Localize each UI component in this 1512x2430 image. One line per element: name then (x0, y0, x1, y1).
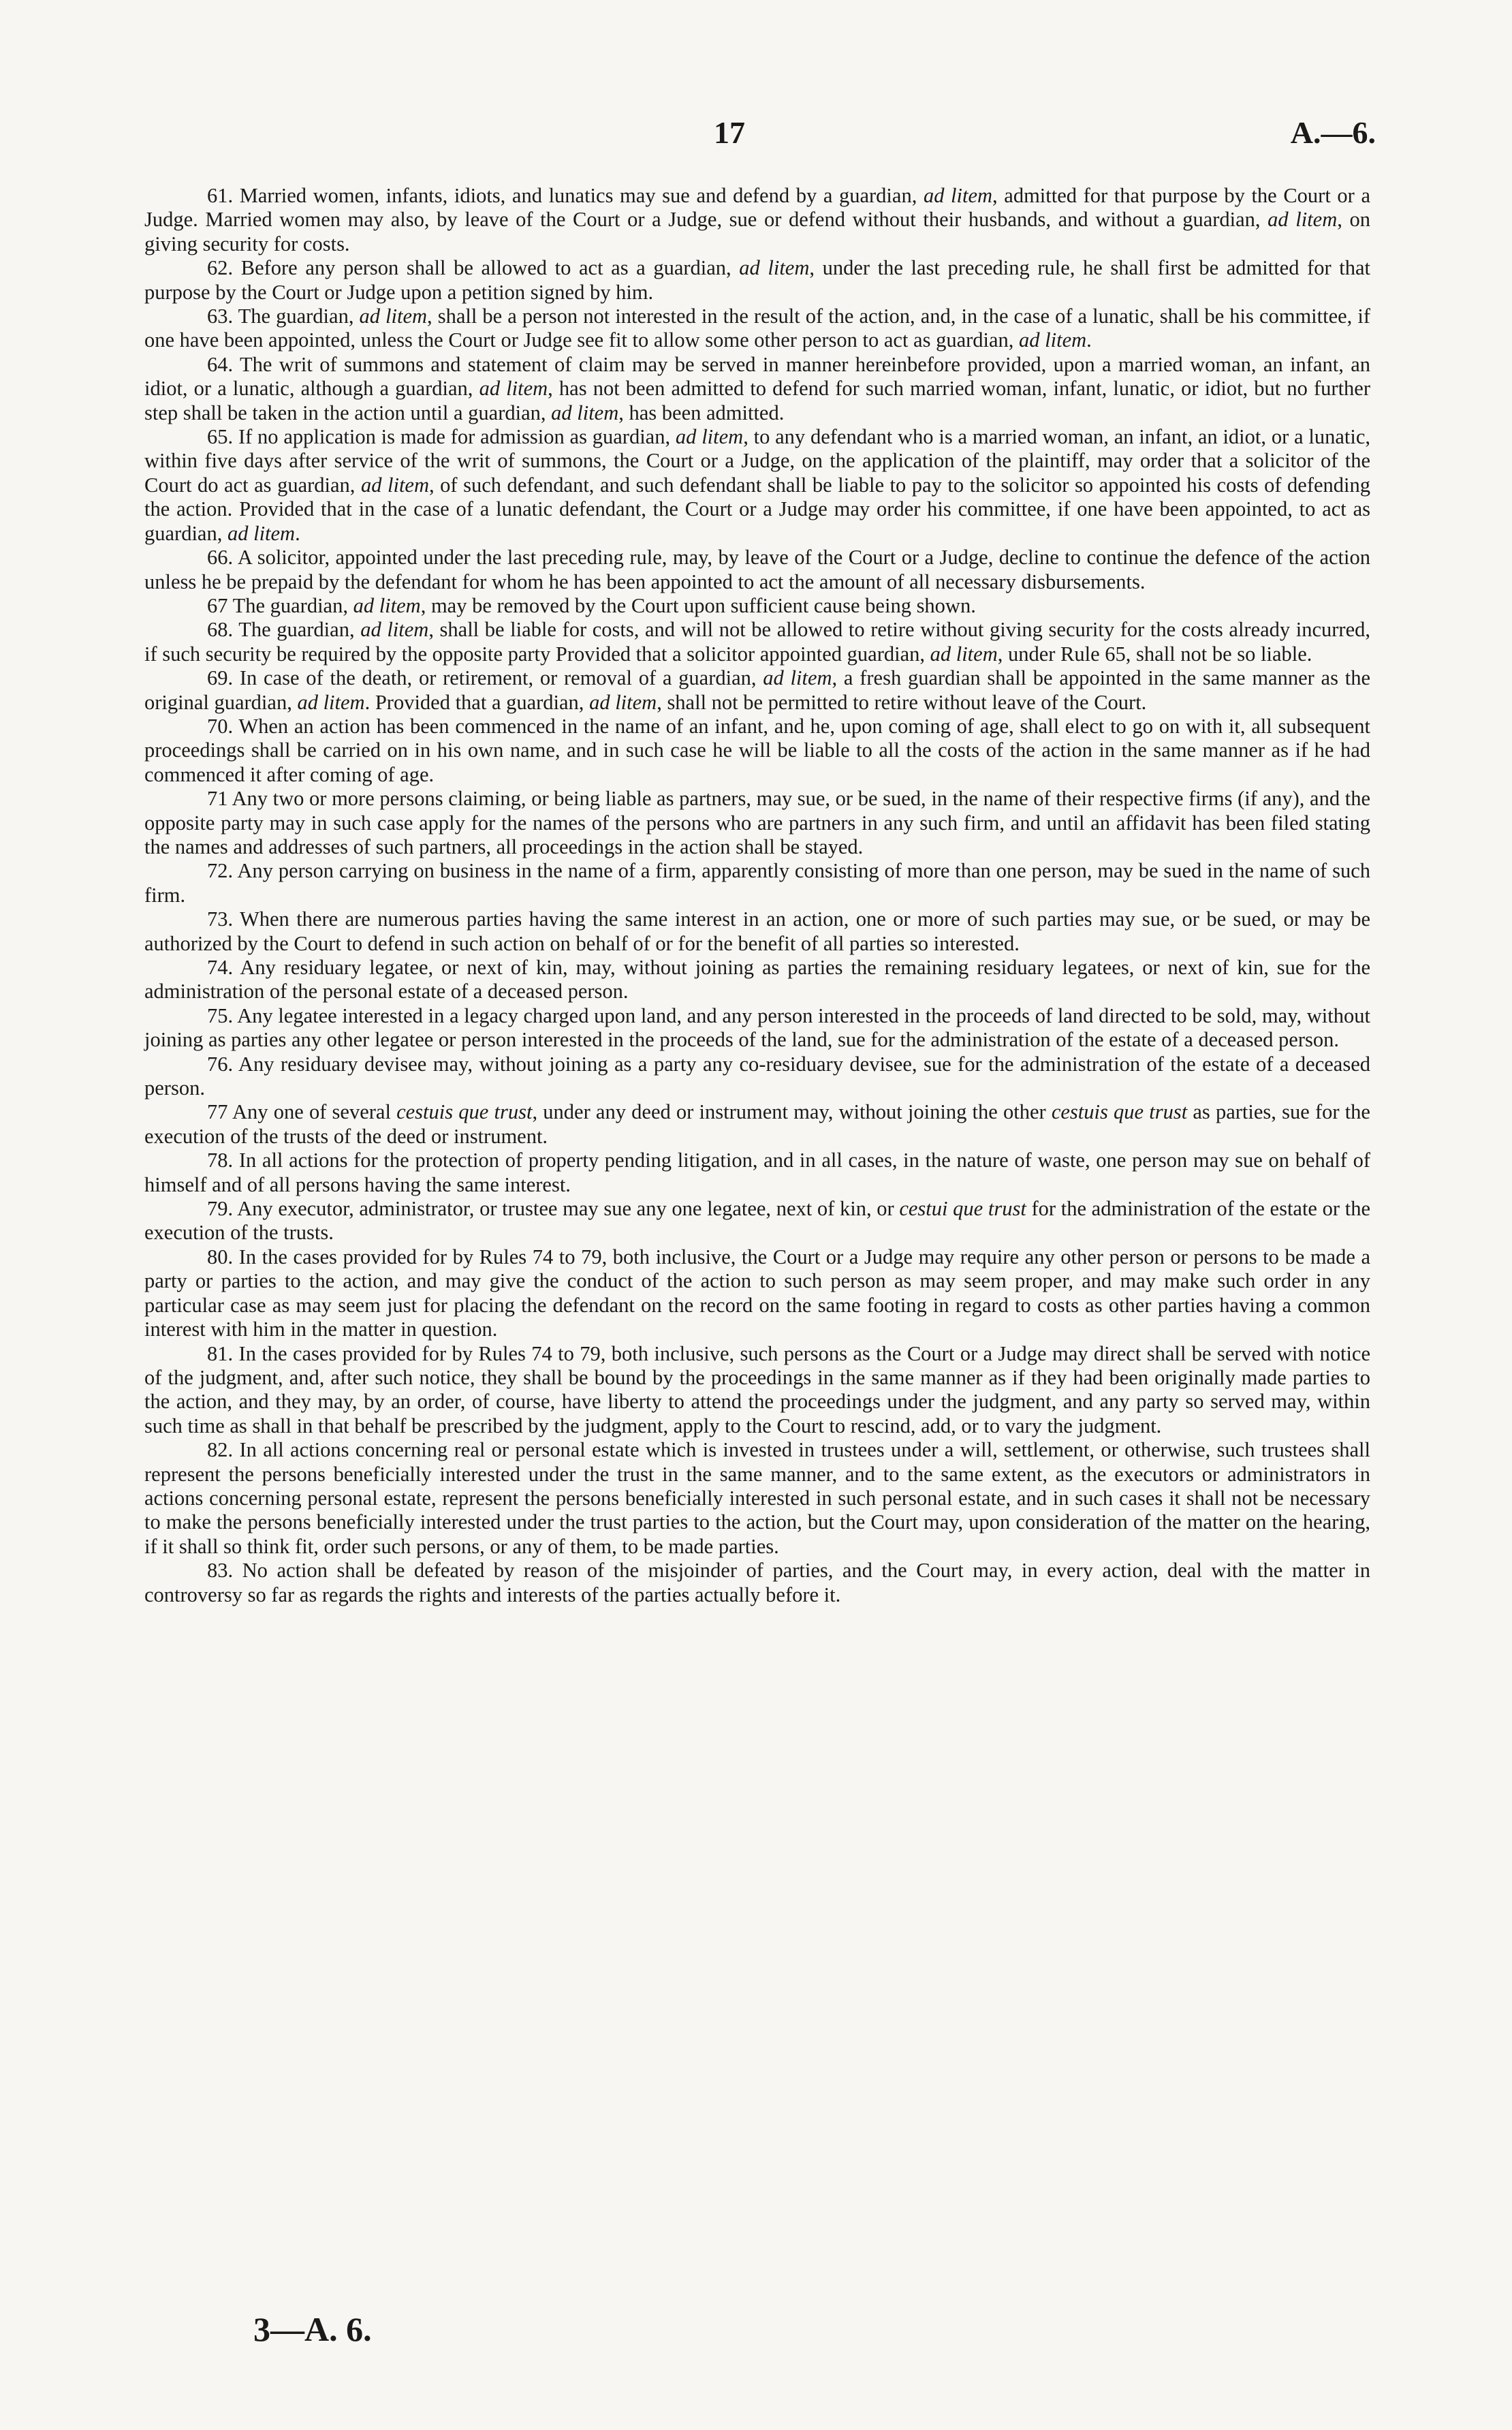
rule-text: , has been admitted. (618, 401, 785, 424)
rule-paragraph (144, 618, 1370, 666)
latin-term: ad litem (930, 642, 998, 666)
latin-term: ad litem (675, 425, 744, 449)
rule-number: 61. (207, 184, 234, 207)
rule-number: 70. (207, 714, 234, 738)
rule-paragraph (144, 956, 1370, 1004)
rule-text: , to any defendant who is a married woman, an infant, an idiot, or a lunatic, within five days after service of the writ of summons, the Court or a Judge, on the application of the plaintiff, may order that a solicitor of the Court do act as guardian, (144, 425, 1370, 497)
rule-text: Any legatee interested in a legacy charged upon land, and any person interested in the proceeds of land directed to be sold, may, without joining as parties any other legatee or person interested in the proceeds of the land, sue for the administration of the estate of a deceased person. (144, 1003, 1370, 1052)
rule-text: In all actions concerning real or personal estate which is invested in trustees under a will, settlement, or otherwise, such trustees shall represent the persons beneficially interested under the trust in the same manner, and to the same extent, as the executors or administrators in actions concerning personal estate, represent the persons beneficially interested in such personal estate, and in such cases it shall not be necessary to make the persons beneficially interested under the trust parties to the action, but the Court may, upon consideration of the matter on the hearing, if it shall so think fit, order such persons, or any of them, to be made parties. (144, 1438, 1371, 1558)
rule-paragraph (144, 546, 1370, 594)
rule-text: , a fresh guardian shall be appointed in the same manner as the original guardian, (144, 666, 1370, 714)
rule-paragraph (144, 1004, 1370, 1053)
rule-text: , shall be liable for costs, and will not be allowed to retire without giving security for the costs already incurred, if such security be required by the opposite party Provided that a solicitor appointed guardian, (144, 618, 1371, 666)
latin-term: ad litem (763, 666, 832, 690)
rule-text: . Provided that a guardian, (364, 690, 590, 714)
rule-paragraph (144, 1559, 1370, 1607)
rule-paragraph (144, 425, 1370, 546)
rule-text: , under the last preceding rule, he shall first be admitted for that purpose by the Court or Judge upon a petition signed by him. (144, 256, 1370, 304)
rule-number: 65. (207, 425, 234, 449)
rule-number: 77 (207, 1100, 228, 1124)
latin-term: ad litem (479, 377, 548, 401)
rule-paragraph (144, 184, 1370, 256)
rule-paragraph (144, 859, 1370, 907)
page-reference: A.—6. (1290, 115, 1376, 150)
rule-text: Any residuary legatee, or next of kin, may, without joining as parties the remaining residuary legatees, or next of kin, sue for the administration of the personal estate of a deceased person. (144, 956, 1370, 1003)
rule-text: In the cases provided for by Rules 74 to 79, both inclusive, such persons as the Court or a Judge may direct shall be served with notice of the judgment, and, after such notice, they shall be bound by the proceedings in the same manner as if they had been originally made parties to the action, and they may, by an order, of course, have liberty to attend the proceedings under the judgment, and any party so served may, within such time as shall in that behalf be prescribed by the judgment, apply to the Court to rescind, add, or to vary the judgment. (144, 1341, 1371, 1437)
rule-text: If no application is made for admission as guardian, (238, 425, 676, 449)
rule-paragraph (144, 907, 1370, 956)
latin-term: ad litem (227, 521, 296, 545)
rule-number: 76. (207, 1052, 234, 1076)
rule-paragraph (144, 305, 1370, 353)
rule-number: 78. (207, 1149, 234, 1172)
rule-paragraph (144, 594, 1370, 618)
rule-text: , shall not be permitted to retire without leave of the Court. (657, 690, 1147, 714)
page-header (0, 114, 1512, 162)
rule-number: 72. (207, 859, 234, 883)
rule-text: Married women, infants, idiots, and lunatics may sue and defend by a guardian, (239, 184, 924, 207)
rule-text: The guardian, (238, 618, 361, 642)
rule-text: In case of the death, or retirement, or removal of a guardian, (239, 666, 763, 690)
rule-text: In all actions for the protection of property pending litigation, and in all cases, in the nature of waste, one person may sue on behalf of himself and of all persons having the same interest. (144, 1149, 1370, 1196)
rule-number: 75. (207, 1003, 234, 1027)
rule-text: , under any deed or instrument may, without joining the other (532, 1100, 1052, 1124)
rule-number: 69. (207, 666, 234, 690)
rule-text: as parties, sue for the execution of the trusts of the deed or instrument. (144, 1100, 1370, 1148)
rules-body (144, 184, 1370, 1607)
rule-number: 63. (207, 305, 234, 328)
latin-term: ad litem (1019, 328, 1087, 352)
rule-paragraph (144, 1053, 1370, 1101)
rule-text: The writ of summons and statement of claim may be served in manner hereinbefore provided, upon a married woman, an infant, an idiot, or a lunatic, although a guardian, (144, 352, 1370, 401)
rule-number: 82. (207, 1438, 234, 1462)
rule-paragraph (144, 353, 1370, 425)
rule-number: 64. (207, 352, 234, 376)
latin-term: cestuis que trust (396, 1100, 533, 1124)
latin-term: ad litem (551, 401, 619, 424)
rule-paragraph (144, 1197, 1370, 1245)
latin-term: cestui que trust (899, 1197, 1026, 1221)
rule-text: When there are numerous parties having the same interest in an action, one or more of such parties may sue, or be sued, or may be authorized by the Court to defend in such action on behalf of or for the benefit of all parties so interested. (144, 907, 1370, 955)
rule-number: 74. (207, 956, 234, 979)
rule-number: 62. (207, 256, 234, 280)
rule-number: 83. (207, 1559, 234, 1583)
rule-number: 73. (207, 907, 234, 931)
rule-text: , admitted for that purpose by the Court or a Judge. Married women may also, by leave of the Court or a Judge, sue or defend without their husbands, and without a guardian, (144, 184, 1370, 232)
rule-number: 80. (207, 1245, 234, 1268)
latin-term: ad litem (360, 473, 429, 497)
rule-number: 71 (207, 787, 228, 811)
rule-text: The guardian, (232, 593, 353, 617)
rule-text: A solicitor, appointed under the last preceding rule, may, by leave of the Court or a Judge, decline to continue the defence of the action unless he be prepaid by the defendant for whom he has been appointed to act the amount of all necessary disbursements. (144, 546, 1370, 593)
latin-term: ad litem (359, 305, 428, 328)
rule-text: Any two or more persons claiming, or being liable as partners, may sue, or be sued, in the name of their respective firms (if any), and the opposite party may in such case apply for the names of the persons who are partners in any such firm, and until an affidavit has been filed stating the names and addresses of such partners, all proceedings in the action shall be stayed. (144, 787, 1370, 858)
rule-text: Any residuary devisee may, without joining as a party any co-residuary devisee, sue for the administration of the estate of a deceased person. (144, 1052, 1370, 1100)
rule-paragraph (144, 666, 1370, 715)
rule-paragraph (144, 1342, 1370, 1439)
rule-text: . (295, 521, 300, 545)
rule-text: , of such defendant, and such defendant shall be liable to pay to the solicitor so appointed his costs of defending the action. Provided that in the case of a lunatic defendant, the Court or a Judge may order his committee, if one have been appointed, to act as guardian, (144, 473, 1370, 545)
rule-paragraph (144, 787, 1370, 859)
rule-text: No action shall be defeated by reason of the misjoinder of parties, and the Court may, in every action, deal with the matter in controversy so far as regards the rights and interests of the parties actually before it. (144, 1559, 1371, 1606)
rule-text: , shall be a person not interested in the result of the action, and, in the case of a lunatic, shall be his committee, if one have been appointed, unless the Court or Judge see fit to allow some other person to act as guardian, (144, 305, 1370, 352)
rule-text: , has not been admitted to defend for such married woman, infant, lunatic, or idiot, but no further step shall be taken in the action until a guardian, (144, 377, 1370, 424)
latin-term: ad litem (589, 690, 657, 714)
rule-paragraph (144, 1245, 1370, 1342)
rule-text: In the cases provided for by Rules 74 to 79, both inclusive, the Court or a Judge may require any other person or persons to be made a party or parties to the action, and may give the conduct of the action to such person as may seem proper, and may make such order in any particular case as may seem just for placing the defendant on the record on the same footing in regard to costs as other parties having a common interest with him in the matter in question. (144, 1245, 1370, 1341)
latin-term: ad litem (353, 593, 421, 617)
rule-text: . (1086, 328, 1092, 352)
page-number: 17 (714, 115, 745, 150)
rule-text: Before any person shall be allowed to act as a guardian, (240, 256, 740, 280)
rule-number: 68. (207, 618, 234, 642)
rule-text: When an action has been commenced in the name of an infant, and he, upon coming of age, shall elect to go on with it, all subsequent proceedings shall be carried on in his own name, and in such case he will be liable to all the costs of the action in the same manner as if he had commenced it after coming of age. (144, 714, 1370, 786)
rule-number: 67 (207, 593, 228, 617)
rule-paragraph (144, 1100, 1370, 1149)
rule-text: , on giving security for costs. (144, 208, 1370, 255)
rule-paragraph (144, 1438, 1370, 1559)
rule-paragraph (144, 256, 1370, 305)
latin-term: ad litem (923, 184, 993, 207)
rule-text: The guardian, (238, 305, 360, 328)
rule-paragraph (144, 715, 1370, 787)
rule-text: Any executor, administrator, or trustee may sue any one legatee, next of kin, or (237, 1197, 900, 1221)
rule-text: , may be removed by the Court upon sufficient cause being shown. (420, 593, 976, 617)
latin-term: ad litem (739, 256, 810, 280)
latin-term: ad litem (297, 690, 365, 714)
rule-number: 81. (207, 1341, 234, 1365)
sheet-signature: 3—A. 6. (253, 2310, 372, 2348)
rule-text: for the administration of the estate or the execution of the trusts. (144, 1197, 1370, 1245)
latin-term: ad litem (360, 618, 429, 642)
rule-paragraph (144, 1149, 1370, 1197)
rule-number: 79. (207, 1197, 234, 1221)
rule-text: , under Rule 65, shall not be so liable. (997, 642, 1312, 666)
rule-text: Any person carrying on business in the name of a firm, apparently consisting of more than one person, may be sued in the name of such firm. (144, 859, 1370, 907)
rule-text: Any one of several (232, 1100, 397, 1124)
rule-number: 66. (207, 546, 234, 570)
latin-term: cestuis que trust (1051, 1100, 1188, 1124)
latin-term: ad litem (1267, 208, 1338, 232)
